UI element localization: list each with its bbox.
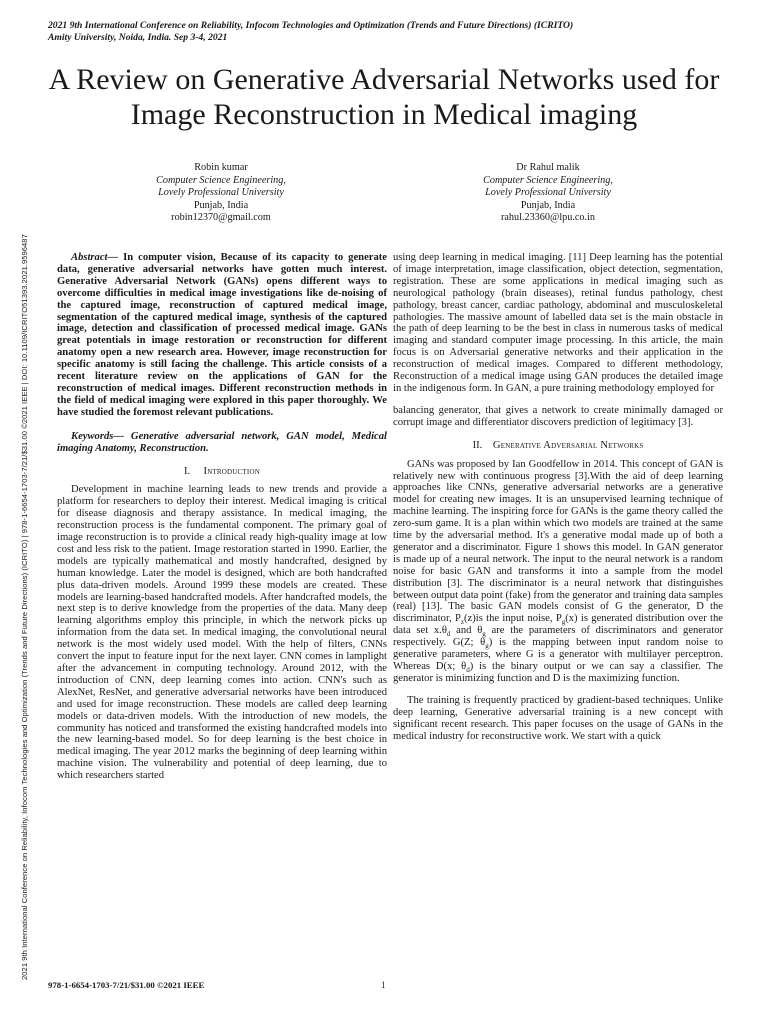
section-heading-introduction — [57, 466, 387, 478]
gan-paragraph: GANs was proposed by Ian Goodfellow in 2014. This concept of GAN is relatively new with continuous progress [3].With the aid of deep learning approaches like CNNs, generative adversarial networks are a generative model for creating new images. It is an unsupervised learning technique of machine learning. The inspiring force for GANs is the game theory called the zero-sum game. It is a plan within which two models are trained at the same time by the adversarial method. It's a generative modal made up of both a generator and a discriminator. Figure 1 shows this model. In GAN generator is made up of a neural network. The input to the neural network is a random noise for basic GAN and transforms it into a sample from the model distribution [3]. The discriminator is a neural network that distinguishes between output data point (fake) from the generator and training data samples (real) [13]. The basic GAN models consist of G the generator, D the discriminator, $P_z(z)is$ the input noise, $P_g(x)$ is generated distribution over the data set $x.\theta_d$ and $\theta_g$ are the parameters of discriminators and generator respectively. G(Z; $\theta_g$) is the mapping between input random noise to generative parameters, where G is a generator with multilayer perceptron. Whereas D(x; $\theta_d$) is the binary output or we can say a classifier. The generator is minimizing function and D is the maximizing function. — [393, 458, 724, 684]
footer-isbn: 978-1-6654-1703-7/21/$31.00 ©2021 IEEE — [48, 980, 205, 990]
author-email[interactable]: rahul.23360@lpu.co.in — [501, 212, 595, 223]
author-org: Lovely Professional University — [158, 187, 284, 198]
balancing-paragraph: balancing generator, that gives a network to create minimally damaged or corrupt image and differentiator discovers prediction of legitimacy [3]. — [393, 404, 723, 428]
author-block-1 — [91, 162, 351, 225]
section-title: Generative Adversarial Networks — [492, 439, 644, 451]
author-name: Dr Rahul malik — [516, 162, 580, 173]
author-block-2 — [418, 162, 678, 225]
introduction-paragraph: Development in machine learning leads to new trends and provide a platform for researchers to deploy their interest. Medical imaging is critical for disease diagnosis and therapy assistance. In medical imaging, the reconstruction process is the fundamental component. The primary goal of image reconstruction is to provide a clinical ready high-quality image at low cost and less risk to the patient. Image restoration started in 1990. Earlier, the models are typically mathematical and mostly handcrafted, designed by human knowledge. Later the model is designed, which are both handcrafted plus data-driven models. Around 1999 these models are created. These models are learning-based handcrafted models. After handcrafted models, the next step is to derive knowledge from the properties of the data. Many deep learning algorithms employ this principle, in which the network picks up information from the data set. In medical imaging, the convolutional neural network is the most widely used model. With the help of filters, CNNs convert the input to feature input for the next layer. CNN comes in lamplight after the advancement in computing technology. Around 2012, with the introduction of CNN, deep learning comes into action. CNN's such as AlexNet, ResNet, and generative adversarial networks have been introduced and used for image reconstruction. These models are called deep learning models or data-driven models. With the introduction of new models, the community has noticed and transformed the existing handcrafted models into the new learning-based model. So for deep learning is the best choice in medical imaging. The year 2012 marks the beginning of deep learning within machine vision. The vulnerability and potential of deep learning, due to which researchers started — [57, 484, 387, 782]
section-number: II. — [472, 439, 483, 451]
training-paragraph: The training is frequently practiced by gradient-based techniques. Unlike deep learning, Generative adversarial training is a new concept with significant recent research. This paper focuses on the usage of GANs in the medical industry for reconstructive work. We start with a quick — [393, 694, 723, 742]
section-number: I. — [184, 465, 191, 477]
intro-continuation-paragraph: using deep learning in medical imaging. [11] Deep learning has the potential of image interpretation, image classification, object detection, segmentation, registration. These are some applications in medical imaging such as neurological pathology (brain diseases), retinal fundus pathology, chest pathology, breast cancer, cardiac pathology, abdominal and musculoskeletal pathologies. The massive amount of labelled data set is the main obstacle in the path of deep learning to be the best in class in numerous tasks of medical imaging and standard computer image processing. In this article, the main focus is on Adversarial generative networks and their application in the reconstruction of medical images. Compared to different methodology, Reconstruction of a medical image using GAN produces the detailed image in the indigenous form. In GAN, a pure training methodology employed for — [393, 252, 723, 394]
paper-title: A Review on Generative Adversarial Networks used for Image Reconstruction in Medical imaging — [48, 63, 720, 131]
page-number: 1 — [381, 980, 386, 990]
abstract-text: — In computer vision, Because of its capacity to generate data, generative adversarial networks have gotten much interest. Generative Adversarial Network (GANs) opens different ways to overcome difficulties in medical image investigations like de-noising of the captured image, reconstruction of captured medical image, segmentation of the captured medical image, synthesis of the captured image, detection and classification of processed medical image. GANs great potentials in image restoration or reconstruction for different anatomy open a new research area. However, image reconstruction for specific anatomy is still facing the challenge. This article consists of a recent literature review on the applications of GAN for the reconstruction of medical images. Different reconstruction methods in the field of medical imaging were explored in this paper thoroughly. We have studied the foremost relevant publications. — [57, 252, 387, 418]
conference-header — [48, 20, 738, 44]
author-location: Punjab, India — [193, 199, 249, 211]
author-name: Robin kumar — [194, 162, 248, 173]
author-location: Punjab, India — [520, 199, 576, 211]
section-heading-gan — [393, 440, 723, 452]
section-title: Introduction — [203, 465, 260, 477]
left-column — [57, 252, 387, 782]
side-doi-strip: 2021 9th International Conference on Reliability, Infocom Technologies and Optimization (Trends and Future Directions) (ICRITO) | 978-1-6654-1703-7/21/$31.00 ©2021 IEEE | DOI: 10.1109/ICRITO51393.2021.9596487 — [20, 234, 29, 980]
author-dept: Computer Science Engineering, — [156, 174, 286, 186]
author-email[interactable]: robin12370@gmail.com — [171, 212, 271, 223]
keywords: Keywords— Generative adversarial network, GAN model, Medical imaging Anatomy, Reconstruction. — [57, 430, 387, 454]
author-org: Lovely Professional University — [485, 187, 611, 198]
conference-venue: Amity University, Noida, India. Sep 3-4, 2021 — [48, 32, 228, 43]
author-dept: Computer Science Engineering, — [483, 174, 613, 186]
right-column — [393, 252, 723, 742]
conference-name: 2021 9th International Conference on Reliability, Infocom Technologies and Optimization (Trends and Future Directions) (ICRITO) — [48, 20, 574, 31]
abstract — [57, 252, 387, 419]
abstract-lead: Abstract — [71, 252, 108, 263]
